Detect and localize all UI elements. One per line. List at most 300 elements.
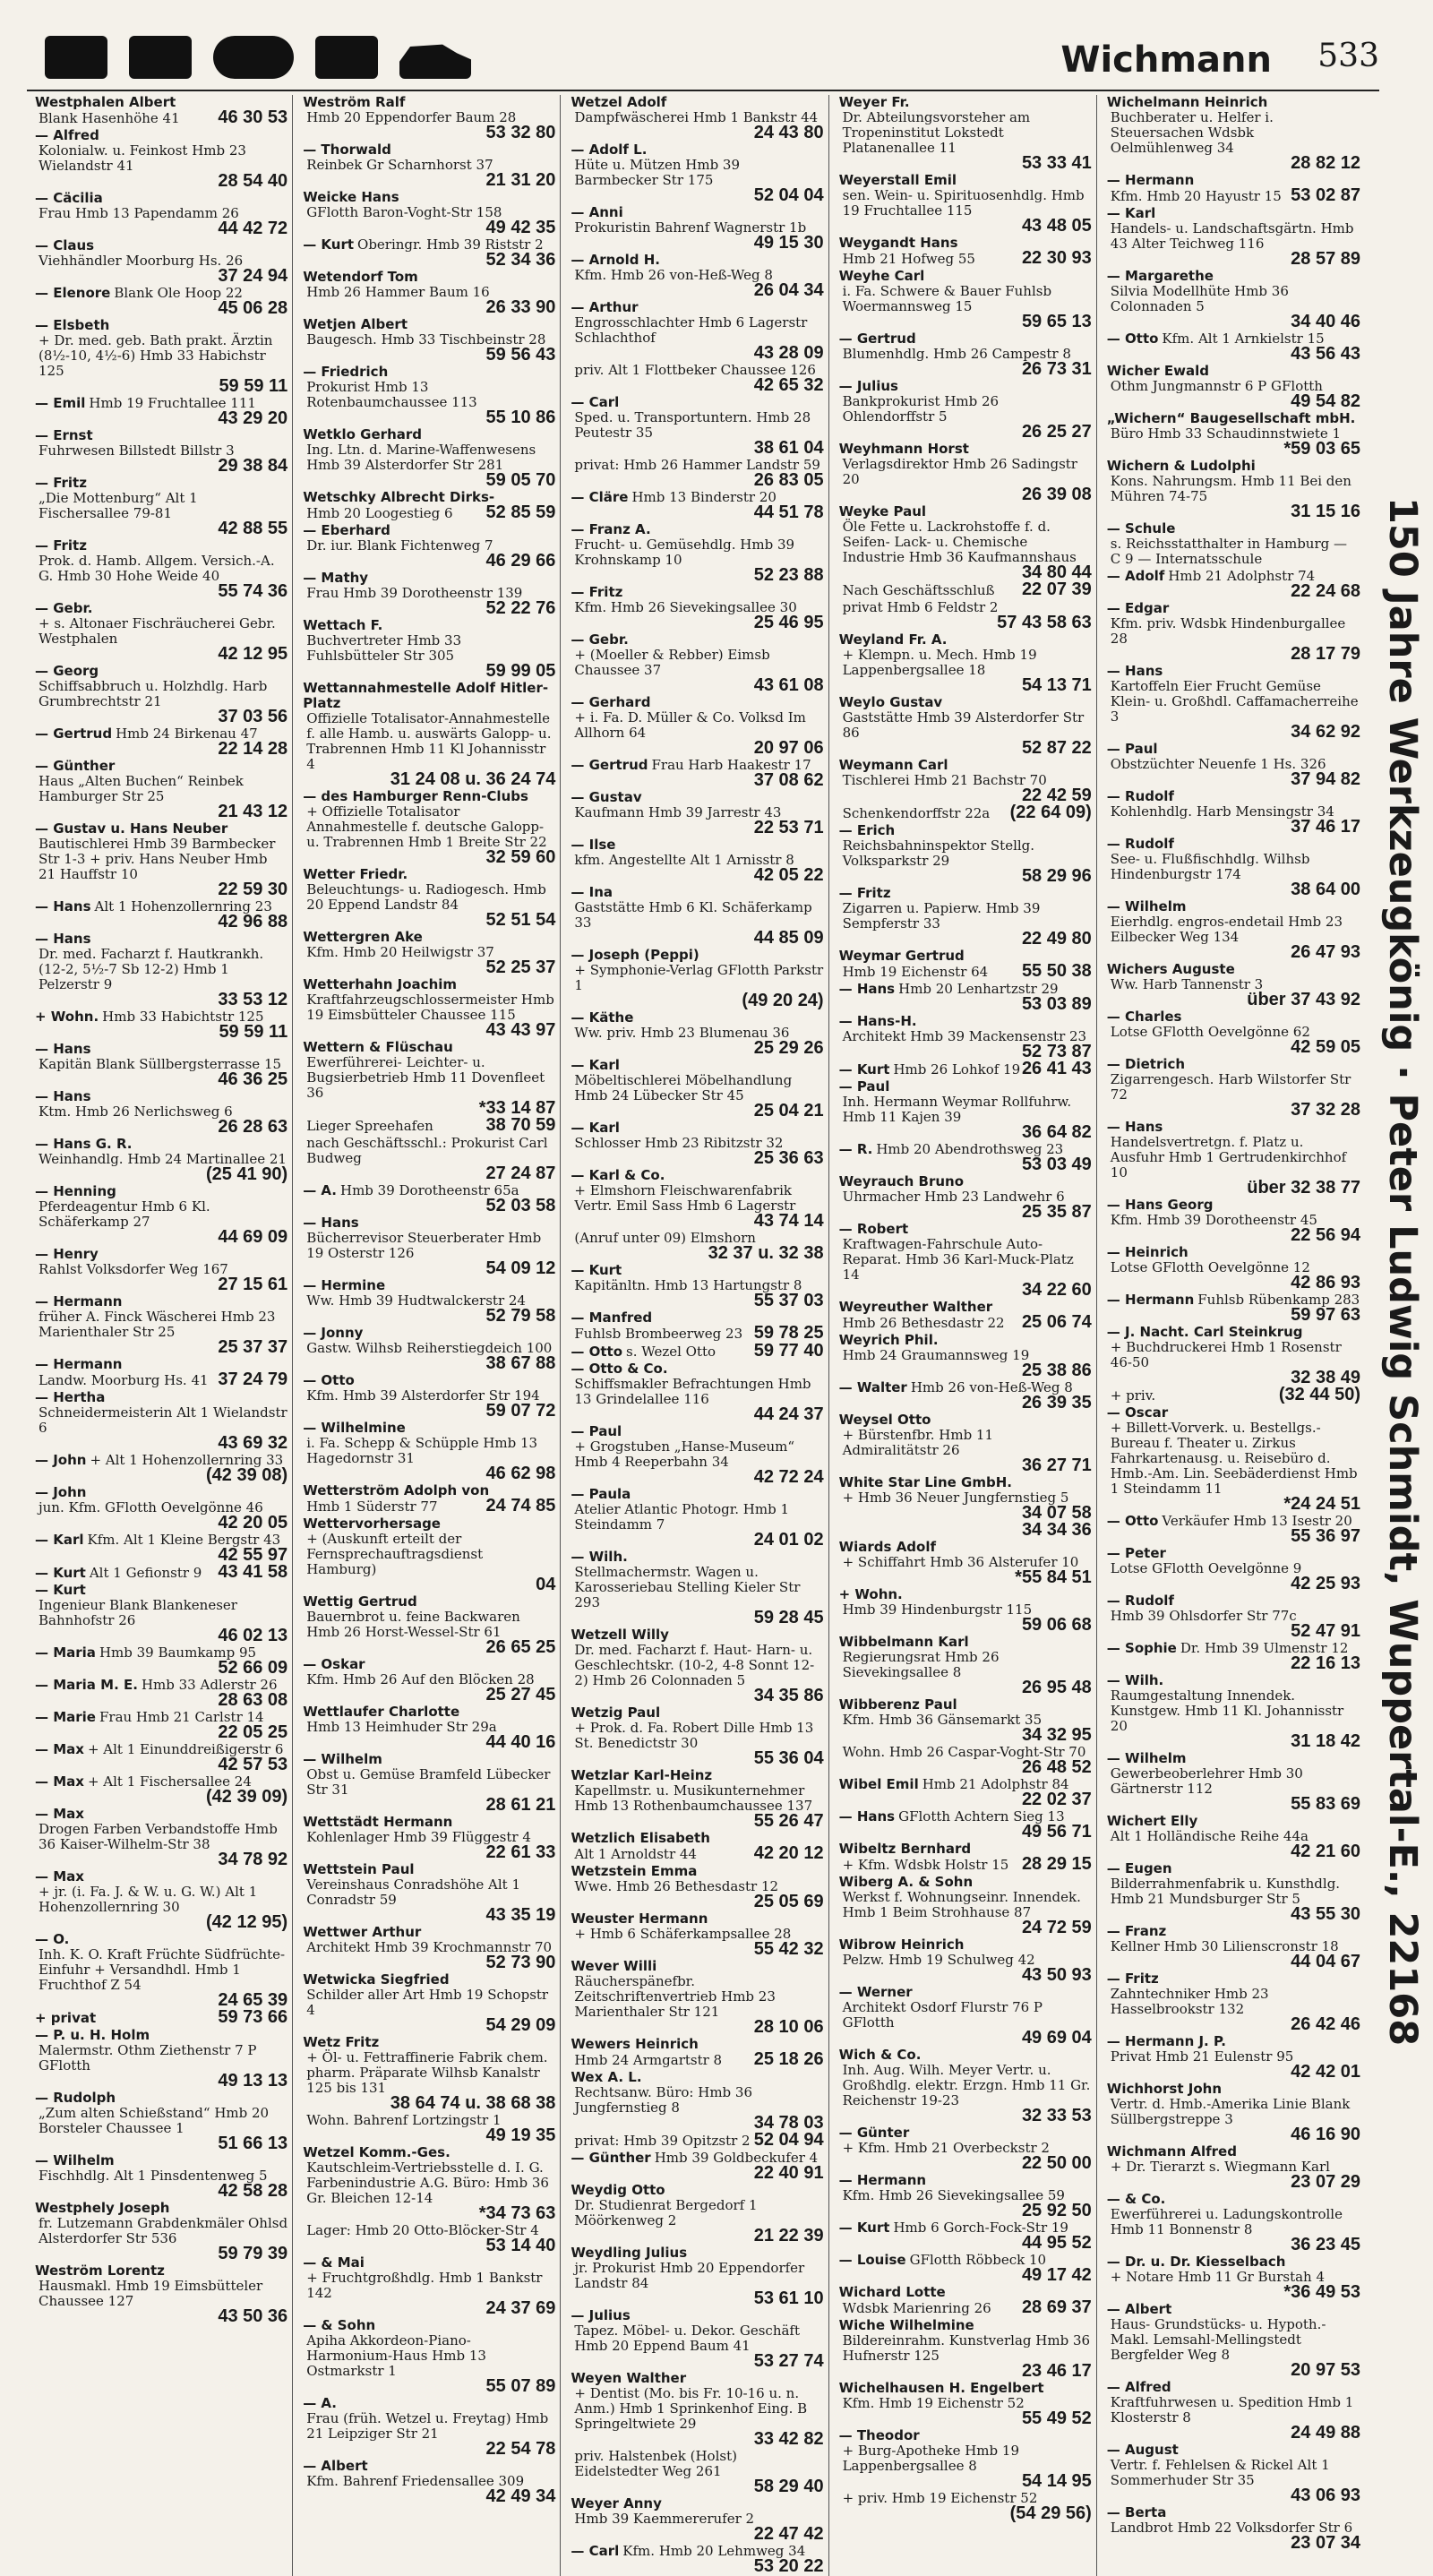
directory-entry [303,365,555,425]
entry-phone: 42 49 34 [485,2486,556,2506]
entry-name: — Alfred [1106,2379,1171,2395]
entry-detail: Kfm. priv. Wdsbk Hindenburgallee 28 [1110,615,1346,647]
entry-detail: Hmb 6 Gorch-Fock-Str 19 [893,2220,1068,2236]
entry-name: — Adolf L. [571,142,648,158]
entry-detail: Bautischlerei Hmb 39 Barmbecker Str 1-3 + priv. Hans Neuber Hmb 21 Hauffstr 10 [39,836,276,882]
directory-entry [35,821,287,897]
entry-detail: Alt 1 Holländische Reihe 44a [1110,1828,1309,1844]
entry-name: — Karl [571,1057,620,1073]
entry-phone: 43 50 36 [218,2306,288,2326]
directory-entry [839,2253,1092,2283]
entry-phone: 22 59 30 [218,880,288,899]
directory-entry [571,2070,823,2131]
entry-detail: früher A. Finck Wäscherei Hmb 23 Marienthaler Str 25 [39,1309,276,1340]
entry-phone: 22 02 37 [1021,1790,1092,1809]
entry-phone: über 37 43 92 [1247,990,1360,1009]
entry-detail: Bankprokurist Hmb 26 Ohlendorffstr 5 [842,393,1000,425]
directory-entry [839,1842,1092,1873]
directory-entry [1107,2443,1360,2503]
entry-phone: 43 56 43 [1291,344,1360,364]
entry-name: — Hans [35,1041,91,1057]
directory-entry [571,1121,823,1166]
entry-detail: Lager: Hmb 20 Otto-Blöcker-Str 4 [306,2222,539,2238]
entry-phone: 55 37 03 [753,1291,824,1310]
directory-entry [571,1168,823,1229]
entry-phone: 46 29 66 [485,551,556,571]
entry-phone: 32 38 49 [1291,1368,1360,1387]
entry-phone: 34 34 36 [1021,1520,1092,1540]
entry-name: „Wichern“ Baugesellschaft mbH. [1106,410,1356,426]
entry-detail: (Anruf unter 09) Elmshorn [574,1230,756,1246]
entry-phone: *33 14 87 [478,1098,556,1118]
entry-phone: 53 61 10 [753,2288,824,2308]
entry-phone: *24 24 51 [1283,1494,1360,1514]
directory-entry [571,1263,823,1309]
entry-name: + privat [35,2010,97,2026]
entry-phone: 23 07 34 [1291,2533,1360,2553]
entry-detail: Baugesch. Hmb 33 Tischbeinstr 28 [306,331,546,348]
entry-name: Wettstein Paul [303,1861,415,1877]
directory-entry [1107,1641,1360,1671]
entry-name: Wewers Heinrich [571,2036,699,2052]
entry-phone: 59 59 11 [219,1022,288,1042]
directory-entry [839,379,1092,440]
directory-entry [1107,1593,1360,1639]
entry-name: — Louise [838,2252,906,2268]
entry-phone: 44 24 37 [753,1404,824,1424]
directory-entry [1107,1057,1360,1118]
directory-entry [303,317,555,363]
entry-phone: 33 42 82 [753,2429,824,2449]
entry-name: Wich & Co. [838,2047,922,2063]
entry-name: — Wilhelm [303,1751,382,1767]
entry-detail: Öle Fette u. Lackrohstoffe f. d. Seifen- Lack- u. Chemische Industrie Hmb 36 Kaufmannshaus [842,519,1077,565]
entry-name: Wicher Ewald [1106,363,1209,379]
entry-phone: 53 33 41 [1021,153,1092,173]
entry-detail: „Zum alten Schießstand“ Hmb 20 Borsteler Chaussee 1 [39,2105,270,2136]
entry-name: Weysel Otto [838,1412,931,1428]
entry-name: Weyer Anny [571,2495,662,2512]
directory-entry [839,886,1092,947]
directory-entry [839,2048,1092,2124]
entry-detail: + i. Fa. D. Müller & Co. Volksd Im Allhorn 64 [574,709,806,741]
entry-name: Wetendorf Tom [303,269,418,285]
directory-entry [839,2285,1092,2316]
directory-entry [571,2245,823,2306]
entry-phone: 28 29 15 [1021,1854,1092,1874]
entry-detail: Dr. iur. Blank Fichtenweg 7 [306,537,493,554]
directory-entry [35,1184,287,1245]
entry-phone: 22 61 33 [485,1842,556,1862]
entry-name: — R. [838,1141,873,1157]
directory-entry [303,1215,555,1276]
entry-name: — Eugen [1106,1860,1172,1876]
entry-phone: 55 74 36 [218,581,288,601]
directory-entry [35,1562,288,1582]
entry-phone: 45 06 28 [218,298,288,318]
directory-entry [303,1183,555,1214]
entry-name: — Karl & Co. [571,1167,665,1183]
directory-entry [571,1550,823,1626]
entry-detail: + Fruchtgroßhdlg. Hmb 1 Bankstr 142 [306,2270,543,2301]
entry-phone: 38 70 59 [485,1115,556,1135]
directory-entry [303,2113,555,2143]
entry-name: — Ernst [35,427,93,443]
entry-detail: Privat Hmb 21 Eulenstr 95 [1110,2048,1294,2065]
entry-name: Weyer Fr. [838,94,910,110]
entry-name: — Gebr. [35,600,93,616]
directory-entry [1107,1325,1360,1386]
entry-phone: 25 27 45 [485,1685,556,1704]
entry-phone: 25 36 63 [753,1148,824,1168]
entry-phone: 54 09 12 [485,1258,556,1278]
entry-name: — Henry [35,1246,99,1262]
page-number: 533 [1317,38,1379,74]
entry-detail: Bilderrahmenfabrik u. Kunsthdlg. Hmb 21 Mundsburger Str 5 [1110,1876,1341,1907]
entry-detail: Ktm. Hmb 26 Nerlichsweg 6 [39,1103,233,1120]
entry-detail: + jr. (i. Fa. J. & W. u. G. W.) Alt 1 Hohenzollernring 30 [39,1884,258,1915]
entry-detail: Gastw. Wilhsb Reiherstiegdeich 100 [306,1340,553,1356]
entry-phone: 34 35 86 [753,1686,824,1705]
directory-entry [303,1972,555,2033]
directory-entry [1107,2302,1360,2378]
entry-name: Wettern & Flüschau [303,1039,453,1055]
entry-name: Wettergren Ake [303,929,423,945]
entry-phone: 52 22 76 [485,598,556,618]
entry-detail: Atelier Atlantic Photogr. Hmb 1 Steindamm 7 [574,1501,789,1533]
directory-entry [35,2091,287,2151]
entry-phone: 52 25 37 [485,957,556,977]
entry-name: — Kurt [303,236,355,253]
entry-phone: 52 34 36 [485,250,556,270]
entry-phone: 43 35 19 [485,1905,556,1925]
entry-phone: 31 15 16 [1291,502,1360,521]
directory-entry [1107,1245,1360,1291]
directory-entry [571,1487,823,1548]
entry-name: — Julius [571,2307,631,2323]
entry-name: White Star Line GmbH. [838,1474,1012,1490]
entry-name: — Hermann [838,2172,927,2188]
entry-phone: 28 17 79 [1291,644,1360,664]
entry-phone: 42 21 60 [1291,1842,1360,1861]
entry-name: Weydig Otto [571,2182,665,2198]
entry-name: Wettach F. [303,617,383,633]
entry-detail: Hmb 20 Loogestieg 6 [306,505,453,521]
entry-name: — Max [35,1773,84,1790]
entry-detail: Hmb 1 Süderstr 77 [306,1498,438,1515]
directory-entry [1107,411,1360,457]
entry-detail: Wdsbk Marienring 26 [842,2300,991,2316]
entry-detail: sen. Wein- u. Spirituosenhdlg. Hmb 19 Fruchtallee 115 [842,187,1085,219]
directory-entry [839,269,1092,330]
entry-name: — A. [303,2395,337,2411]
entry-name: Wichert Elly [1106,1813,1198,1829]
entry-phone: 53 03 49 [1021,1155,1092,1174]
entry-phone: 26 39 35 [1021,1393,1092,1413]
entry-name: Weylo Gustav [838,694,943,710]
entry-detail: Schlosser Hmb 23 Ribitzstr 32 [574,1135,784,1151]
entry-detail: Kfm. Alt 1 Arnkielstr 15 [1162,331,1325,347]
entry-phone: 46 62 98 [485,1464,556,1483]
entry-name: — Otto [1106,331,1159,347]
entry-detail: Fuhrwesen Billstedt Billstr 3 [39,442,235,459]
entry-name: — J. Nacht. Carl Steinkrug [1106,1324,1303,1340]
directory-entry [35,2007,288,2027]
entry-name: Wetz Fritz [303,2034,380,2050]
entry-phone: 51 66 13 [218,2134,288,2153]
directory-entry [571,632,823,693]
entry-name: Weyhmann Horst [838,441,969,457]
entry-phone: 37 24 94 [218,266,288,286]
directory-entry [35,899,287,930]
entry-name: — Peter [1106,1545,1166,1561]
entry-phone: 53 27 74 [753,2351,824,2371]
entry-name: — Manfred [571,1309,653,1326]
entry-detail: Handels- u. Landschaftsgärtn. Hmb 43 Alter Teichweg 116 [1110,220,1354,252]
directory-entry [303,523,555,569]
entry-detail: Hmb 24 Armgartstr 8 [574,2052,723,2068]
entry-name: — Eberhard [303,522,390,538]
entry-name: — O. [35,1931,70,1947]
entry-detail: Hmb 20 Lenhartzstr 29 [898,981,1059,997]
entry-detail: Nach Geschäftsschluß [842,582,995,598]
entry-name: — Paul [838,1078,890,1095]
entry-name: — Wilhelm [1106,1750,1187,1766]
entry-detail: Frau Hmb 13 Papendamm 26 [39,205,239,221]
entry-phone: 27 24 87 [485,1163,556,1183]
directory-entry [839,2318,1092,2379]
entry-phone: 24 01 02 [753,1530,824,1550]
directory-entry [35,1807,287,1868]
entry-detail: privat Hmb 6 Feldstr 2 [842,599,999,615]
directory-entry [35,238,287,284]
entry-phone: (42 12 95) [206,1912,288,1932]
entry-phone: 57 43 58 63 [997,613,1092,632]
entry-detail: Bildereinrahm. Kunstverlag Hmb 36 Hufnerstr 125 [842,2332,1091,2364]
entry-detail: + Dentist (Mo. bis Fr. 10-16 u. n. Anm.) Hmb 1 Sprinkenhof Eing. B Springeltwiete 29 [574,2385,808,2432]
directory-entry [303,270,555,315]
directory-entry [1107,2034,1360,2080]
directory-entry [303,490,555,521]
entry-phone: 28 82 12 [1291,153,1360,173]
directory-entry [839,1222,1092,1298]
entry-name: — Käthe [571,1009,634,1026]
entry-phone: 26 42 46 [1291,2014,1360,2034]
directory-entry [35,1009,287,1040]
directory-entry [303,1657,555,1703]
directory-entry [571,2183,823,2244]
entry-name: Wetzell Willy [571,1627,669,1643]
entry-detail: Zigarren u. Papierw. Hmb 39 Sempferstr 33 [842,900,1041,932]
directory-entry [571,1831,823,1862]
directory-entry [35,601,287,662]
entry-phone: 38 64 00 [1291,880,1360,899]
entry-detail: Prok. d. Hamb. Allgem. Versich.-A. G. Hmb 30 Hohe Weide 40 [39,553,275,584]
directory-entry [35,1932,287,2008]
entry-detail: Lotse GFlotth Oevelgönne 9 [1110,1560,1302,1576]
entry-name: — Sophie [1106,1640,1177,1656]
entry-detail: priv. Halstenbek (Holst) Eidelstedter Weg 261 [574,2448,737,2479]
entry-detail: Kaufmann Hmb 39 Jarrestr 43 [574,804,782,820]
directory-entry [35,128,287,189]
directory-entry [571,490,823,520]
entry-detail: Othm Jungmannstr 6 P GFlotth [1110,378,1323,394]
entry-phone: 52 79 58 [485,1306,556,1326]
entry-detail: Kfm. Hmb 26 Sievekingsallee 59 [842,2187,1065,2203]
entry-phone: 43 50 93 [1021,1965,1092,1985]
entry-name: Weymar Gertrud [838,948,965,964]
directory-entry [1107,837,1360,897]
directory-entry [35,428,287,474]
entry-detail: + Hmb 6 Schäferkampsallee 28 [574,1926,792,1942]
entry-detail: Schenkendorffstr 22a [842,805,991,821]
entry-detail: Handelsvertretgn. f. Platz u. Ausfuhr Hmb 1 Gertrudenkirchhof 10 [1110,1134,1347,1181]
entry-name: — Hans [35,1088,91,1104]
directory-entry [1107,1971,1360,2032]
directory-entry [839,2491,1092,2521]
directory-entry [303,142,555,188]
entry-detail: See- u. Flußfischhdlg. Wilhsb Hindenburgstr 174 [1110,851,1310,882]
entry-phone: 54 14 95 [1021,2471,1092,2491]
entry-name: Westphely Joseph [35,2200,170,2216]
entry-phone: *36 49 53 [1283,2282,1360,2302]
entry-detail: Ing. Ltn. d. Marine-Waffenwesens Hmb 39 Alsterdorfer Str 281 [306,442,536,473]
directory-entry [35,191,287,236]
entry-detail: Büro Hmb 33 Schaudinnstwiete 1 [1110,425,1342,442]
directory-entry [839,331,1092,377]
entry-name: — Hans [35,931,91,947]
entry-detail: s. Reichsstatthalter in Hamburg — C 9 — Internatsschule [1110,536,1348,567]
entry-phone: 49 42 35 [485,218,556,237]
entry-name: — Jonny [303,1325,364,1341]
entry-name: — Henning [35,1183,116,1199]
directory-entry [303,2459,555,2504]
entry-detail: Kellner Hmb 30 Lilienscronstr 18 [1110,1938,1339,1954]
entry-detail: Hüte u. Mützen Hmb 39 Barmbecker Str 175 [574,157,741,188]
entry-detail: Hmb 26 Bethesdastr 22 [842,1315,1005,1331]
entry-phone: 34 22 60 [1021,1280,1092,1300]
entry-phone: 55 36 97 [1291,1526,1360,1546]
directory-entry [1107,1673,1360,1749]
directory-entry [35,396,287,426]
entry-name: — Maria [35,1644,96,1661]
directory-entry [35,2153,287,2199]
entry-name: — Elsbeth [35,317,110,333]
entry-phone: 21 43 12 [218,802,288,821]
entry-phone: 42 59 05 [1291,1037,1360,1057]
entry-detail: + Bürstenfbr. Hmb 11 Admiralitätstr 26 [842,1427,994,1458]
entry-phone: (32 44 50) [1278,1385,1360,1404]
entry-detail: Buchberater u. Helfer i. Steuersachen Wdsbk Oelmühlenweg 34 [1110,109,1274,156]
entry-phone: 52 03 58 [485,1196,556,1215]
directory-entry [35,1137,287,1182]
entry-detail: Ewerführerei- Leichter- u. Bugsierbetrieb Hmb 11 Dovenfleet 36 [306,1054,545,1101]
entry-name: — Gustav u. Hans Neuber [35,820,228,837]
entry-name: — Cäcilia [35,190,103,206]
directory-entry [35,726,287,757]
entry-name: — Hans-H. [838,1013,917,1029]
directory-entry [35,1247,287,1292]
entry-phone: 21 22 39 [753,2226,824,2245]
entry-detail: Ww. priv. Hmb 23 Blumenau 36 [574,1025,790,1041]
entry-detail: Hmb 20 Abendrothsweg 23 [876,1141,1064,1157]
entry-detail: Hmb 13 Binderstr 20 [631,489,777,505]
entry-detail: Schiffsabbruch u. Holzhdlg. Harb Grumbrechtstr 21 [39,678,268,709]
entry-name: — Hertha [35,1389,106,1405]
entry-phone: *34 73 63 [478,2203,556,2223]
directory-entry [303,1373,555,1419]
directory-entry [571,2371,823,2447]
entry-phone: 43 48 05 [1021,216,1092,236]
entry-phone: 22 07 39 [1021,580,1092,599]
directory-entry [839,1777,1092,1807]
entry-detail: Beleuchtungs- u. Radiogesch. Hmb 20 Eppend Landstr 84 [306,881,546,913]
entry-phone: 26 47 93 [1291,942,1360,962]
entry-detail: Apiha Akkordeon-Piano-Harmonium-Haus Hmb 13 Ostmarkstr 1 [306,2332,486,2379]
entry-detail: Blumenhdlg. Hmb 26 Campestr 8 [842,346,1071,362]
entry-detail: GFlotth Achtern Sieg 13 [898,1808,1065,1825]
directory-entry [571,1911,823,1957]
entry-detail: + s. Altonaer Fischräucherei Gebr. Westphalen [39,615,276,647]
entry-detail: Regierungsrat Hmb 26 Sievekingsallee 8 [842,1649,1000,1680]
entry-detail: Fuhlsb Brombeerweg 23 [574,1326,743,1342]
entry-phone: 55 50 38 [1021,961,1092,981]
entry-phone: 24 72 59 [1021,1918,1092,1937]
entry-phone: 43 28 09 [753,343,824,363]
entry-name: — Otto [303,1372,355,1388]
entry-detail: Ww. Hmb 39 Hudtwalckerstr 24 [306,1292,526,1309]
directory-entry [303,1278,555,1324]
entry-detail: s. Wezel Otto [626,1344,716,1360]
case-icon [315,36,378,79]
directory-entry [1107,2082,1360,2142]
entry-phone: (22 64 09) [1009,803,1092,822]
entry-detail: Prokuristin Bahrenf Wagnerstr 1b [574,219,807,236]
directory-entry [571,1010,823,1056]
directory-entry [839,1520,1092,1540]
directory-entry [303,618,555,679]
entry-name: Wettervorhersage [303,1516,441,1532]
directory-entry [839,1014,1092,1060]
entry-name: Weström Lorentz [35,2263,165,2279]
entry-phone: 28 10 06 [753,2017,824,2037]
entry-name: — Hans Georg [1106,1197,1214,1213]
entry-name: — Hermann [1106,172,1195,188]
entry-detail: Schneidermeisterin Alt 1 Wielandstr 6 [39,1404,287,1436]
entry-detail: Kapellmstr. u. Musikunternehmer Hmb 13 Rothenbaumchaussee 137 [574,1782,813,1814]
entry-name: — Claus [35,237,95,253]
directory-entry [303,2035,555,2111]
directory-entry [1107,173,1360,204]
entry-name: — Cläre [571,489,629,505]
entry-detail: Fuhlsb Rübenkamp 283 [1197,1292,1360,1308]
entry-detail: + Buchdruckerei Hmb 1 Rosenstr 46-50 [1110,1339,1342,1370]
entry-phone: 32 37 u. 32 38 [708,1243,824,1263]
directory-entry [303,1925,555,1971]
entry-phone: über 32 38 77 [1247,1178,1360,1198]
directory-entry [303,789,555,865]
entry-detail: Frau Hmb 21 Carlstr 14 [99,1709,264,1725]
entry-name: — Hans [35,898,91,914]
entry-phone: 52 23 88 [753,565,824,585]
entry-detail: Werkst f. Wohnungseinr. Innendek. Hmb 1 Beim Strohhause 87 [842,1889,1081,1920]
directory-entry [571,253,823,298]
entry-phone: 33 53 12 [218,990,288,1009]
entry-name: — Julius [838,378,898,394]
entry-name: Wettannahmestelle Adolf Hitler-Platz [303,680,549,711]
entry-name: Wetterström Adolph von [303,1482,490,1498]
entry-name: — Kurt [35,1565,86,1581]
